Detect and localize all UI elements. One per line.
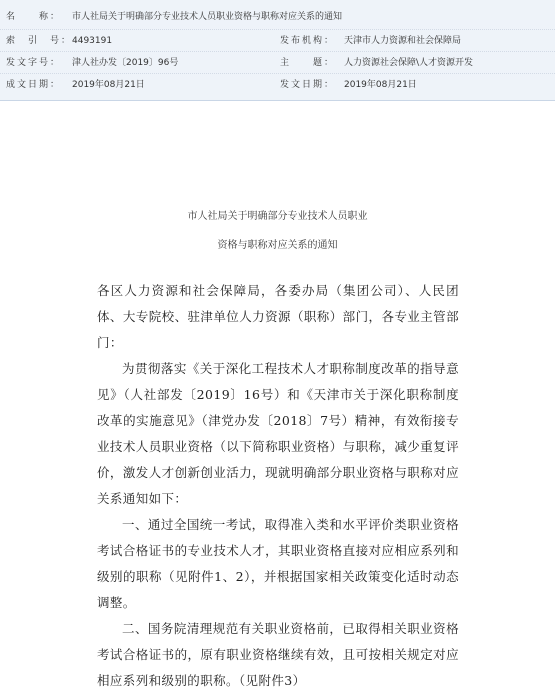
meta-value-index: 4493191 bbox=[72, 36, 113, 46]
meta-value-publisher: 天津市人力资源和社会保障局 bbox=[344, 36, 462, 46]
meta-label-index: 索 引 号： bbox=[6, 36, 73, 46]
document-title-line-2: 资格与职称对应关系的通知 bbox=[217, 240, 338, 251]
meta-label-publisher: 发布机构： bbox=[280, 36, 336, 46]
meta-value-topic: 人力资源社会保障\人才资源开发 bbox=[344, 58, 474, 68]
meta-label-doc-number: 发文字号： bbox=[6, 58, 62, 68]
meta-row-dates bbox=[0, 73, 555, 95]
meta-row-name bbox=[0, 6, 555, 28]
meta-label-written-date: 成文日期： bbox=[6, 80, 62, 90]
meta-label-topic: 主 题： bbox=[280, 58, 336, 68]
meta-value-written-date: 2019年08月21日 bbox=[72, 80, 145, 90]
meta-label-issue-date: 发文日期： bbox=[280, 80, 336, 90]
meta-value-doc-number: 津人社办发〔2019〕96号 bbox=[72, 58, 179, 68]
meta-value-issue-date: 2019年08月21日 bbox=[344, 80, 417, 90]
meta-value-name: 市人社局关于明确部分专业技术人员职业资格与职称对应关系的通知 bbox=[72, 12, 343, 22]
paragraph-item-1: 一、通过全国统一考试，取得准入类和水平评价类职业资格考试合格证书的专业技术人才，其职业资格直接对应相应系列和级别的职称（见附件1、2），并根据国家相关政策变化适时动态调整。 bbox=[97, 517, 459, 610]
paragraph-item-2: 二、国务院清理规范有关职业资格前，已取得相关职业资格考试合格证书的，原有职业资格继续有效，且可按相关规定对应相应系列和级别的职称。（见附件3） bbox=[97, 621, 459, 688]
document-title-line-1: 市人社局关于明确部分专业技术人员职业 bbox=[187, 211, 368, 222]
paragraph-intro: 为贯彻落实《关于深化工程技术人才职称制度改革的指导意见》（人社部发〔2019〕16号）和《天津市关于深化职称制度改革的实施意见》（津党办发〔2018〕7号）精神，有效衔接专业技术人员职业资格（以下简称职业资格）与职称，减少重复评价，激发人才创新创业活力，现就明确部分职业资格与职称对应关系通知如下： bbox=[97, 361, 459, 506]
document-metadata-panel bbox=[0, 0, 555, 101]
paragraph-addressees: 各区人力资源和社会保障局，各委办局（集团公司）、人民团体、大专院校、驻津单位人力资源（职称）部门，各专业主管部门： bbox=[97, 283, 459, 350]
meta-label-name: 名 称： bbox=[6, 12, 62, 22]
meta-row-doc-number bbox=[0, 51, 555, 73]
meta-row-index bbox=[0, 29, 555, 51]
